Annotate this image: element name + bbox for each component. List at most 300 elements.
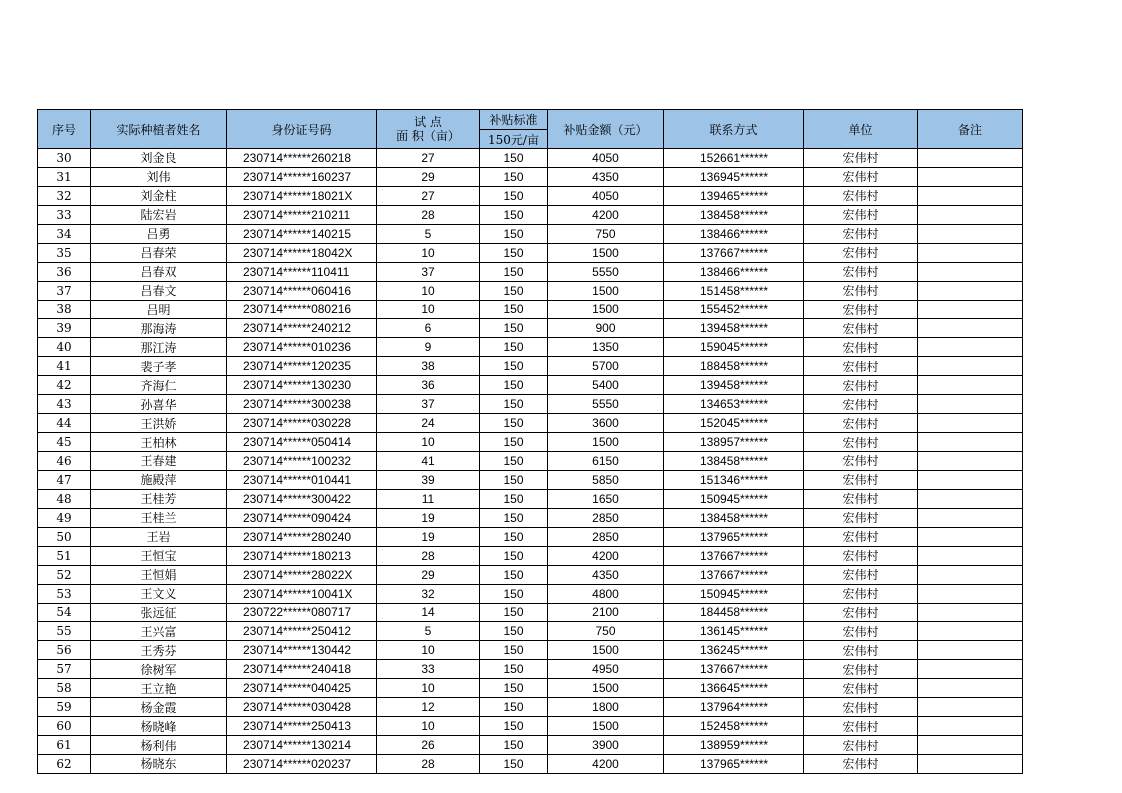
cell-note: [918, 641, 1023, 660]
table-row: [38, 508, 1023, 527]
cell-standard: 150: [480, 281, 548, 300]
cell-note: [918, 679, 1023, 698]
cell-note: [918, 489, 1023, 508]
cell-area: 5: [377, 224, 480, 243]
cell-name: 王兴富: [91, 622, 227, 641]
cell-note: [918, 660, 1023, 679]
table-row: [38, 679, 1023, 698]
cell-note: [918, 300, 1023, 319]
cell-amount: 3900: [548, 736, 664, 755]
cell-note: [918, 736, 1023, 755]
cell-area: 19: [377, 527, 480, 546]
cell-area: 28: [377, 755, 480, 774]
cell-name: 吕春文: [91, 281, 227, 300]
cell-amount: 4200: [548, 546, 664, 565]
cell-note: [918, 755, 1023, 774]
cell-area: 36: [377, 376, 480, 395]
table-row: [38, 470, 1023, 489]
cell-note: [918, 357, 1023, 376]
cell-amount: 4050: [548, 149, 664, 168]
cell-name: 杨晓东: [91, 755, 227, 774]
cell-phone: 137965******: [664, 527, 804, 546]
cell-note: [918, 622, 1023, 641]
cell-phone: 152045******: [664, 414, 804, 433]
cell-amount: 900: [548, 319, 664, 338]
cell-phone: 137667******: [664, 565, 804, 584]
cell-area: 29: [377, 565, 480, 584]
cell-area: 5: [377, 622, 480, 641]
cell-standard: 150: [480, 584, 548, 603]
cell-name: 王文义: [91, 584, 227, 603]
cell-standard: 150: [480, 300, 548, 319]
header-standard: 补贴标准: [480, 110, 548, 130]
table-row: [38, 243, 1023, 262]
cell-phone: 137667******: [664, 243, 804, 262]
cell-amount: 4350: [548, 565, 664, 584]
header-unit: 单位: [804, 110, 918, 149]
cell-note: [918, 262, 1023, 281]
cell-seq: 51: [38, 546, 91, 565]
cell-phone: 151458******: [664, 281, 804, 300]
cell-seq: 33: [38, 205, 91, 224]
cell-note: [918, 414, 1023, 433]
cell-unit: 宏伟村: [804, 319, 918, 338]
cell-phone: 138458******: [664, 508, 804, 527]
cell-note: [918, 281, 1023, 300]
cell-name: 杨利伟: [91, 736, 227, 755]
header-name: 实际种植者姓名: [91, 110, 227, 149]
cell-seq: 43: [38, 395, 91, 414]
cell-phone: 138458******: [664, 205, 804, 224]
cell-name: 杨金霞: [91, 698, 227, 717]
cell-unit: 宏伟村: [804, 489, 918, 508]
cell-id: 230714******280240: [227, 527, 377, 546]
cell-unit: 宏伟村: [804, 281, 918, 300]
cell-area: 27: [377, 149, 480, 168]
cell-seq: 55: [38, 622, 91, 641]
cell-standard: 150: [480, 698, 548, 717]
cell-unit: 宏伟村: [804, 376, 918, 395]
cell-unit: 宏伟村: [804, 508, 918, 527]
cell-amount: 4200: [548, 755, 664, 774]
header-seq: 序号: [38, 110, 91, 149]
table-header: [38, 110, 1023, 149]
cell-seq: 32: [38, 186, 91, 205]
cell-amount: 1500: [548, 243, 664, 262]
cell-area: 10: [377, 300, 480, 319]
cell-id: 230714******300422: [227, 489, 377, 508]
cell-name: 孙喜华: [91, 395, 227, 414]
table-row: [38, 395, 1023, 414]
cell-seq: 38: [38, 300, 91, 319]
cell-name: 王洪娇: [91, 414, 227, 433]
cell-standard: 150: [480, 679, 548, 698]
cell-note: [918, 603, 1023, 622]
cell-id: 230714******130230: [227, 376, 377, 395]
cell-unit: 宏伟村: [804, 357, 918, 376]
cell-standard: 150: [480, 149, 548, 168]
cell-standard: 150: [480, 338, 548, 357]
cell-amount: 1650: [548, 489, 664, 508]
cell-unit: 宏伟村: [804, 395, 918, 414]
cell-seq: 50: [38, 527, 91, 546]
table-row: [38, 433, 1023, 452]
table-row: [38, 149, 1023, 168]
cell-id: 230714******18042X: [227, 243, 377, 262]
cell-phone: 155452******: [664, 300, 804, 319]
cell-area: 24: [377, 414, 480, 433]
cell-note: [918, 565, 1023, 584]
header-standard-rate: 150元/亩: [480, 130, 548, 149]
cell-id: 230714******080216: [227, 300, 377, 319]
cell-amount: 750: [548, 224, 664, 243]
cell-unit: 宏伟村: [804, 584, 918, 603]
cell-seq: 41: [38, 357, 91, 376]
cell-standard: 150: [480, 167, 548, 186]
cell-id: 230714******240418: [227, 660, 377, 679]
cell-id: 230714******100232: [227, 452, 377, 471]
cell-phone: 139458******: [664, 319, 804, 338]
table-row: [38, 546, 1023, 565]
cell-unit: 宏伟村: [804, 205, 918, 224]
cell-standard: 150: [480, 433, 548, 452]
cell-phone: 151346******: [664, 470, 804, 489]
cell-area: 32: [377, 584, 480, 603]
cell-note: [918, 717, 1023, 736]
cell-name: 王秀芬: [91, 641, 227, 660]
cell-id: 230714******130214: [227, 736, 377, 755]
cell-name: 王桂兰: [91, 508, 227, 527]
cell-amount: 1500: [548, 717, 664, 736]
table-row: [38, 622, 1023, 641]
cell-phone: 137964******: [664, 698, 804, 717]
cell-seq: 52: [38, 565, 91, 584]
cell-seq: 58: [38, 679, 91, 698]
cell-phone: 136145******: [664, 622, 804, 641]
cell-standard: 150: [480, 357, 548, 376]
cell-area: 29: [377, 167, 480, 186]
cell-seq: 61: [38, 736, 91, 755]
cell-seq: 36: [38, 262, 91, 281]
cell-amount: 6150: [548, 452, 664, 471]
cell-note: [918, 186, 1023, 205]
table-row: [38, 338, 1023, 357]
cell-area: 10: [377, 717, 480, 736]
cell-phone: 137667******: [664, 546, 804, 565]
cell-seq: 39: [38, 319, 91, 338]
cell-phone: 139458******: [664, 376, 804, 395]
cell-seq: 45: [38, 433, 91, 452]
cell-phone: 138957******: [664, 433, 804, 452]
cell-standard: 150: [480, 527, 548, 546]
cell-id: 230714******030228: [227, 414, 377, 433]
cell-note: [918, 205, 1023, 224]
cell-area: 39: [377, 470, 480, 489]
cell-standard: 150: [480, 565, 548, 584]
cell-note: [918, 546, 1023, 565]
cell-seq: 48: [38, 489, 91, 508]
cell-id: 230714******10041X: [227, 584, 377, 603]
cell-phone: 150945******: [664, 489, 804, 508]
cell-amount: 5700: [548, 357, 664, 376]
cell-seq: 53: [38, 584, 91, 603]
table-row: [38, 224, 1023, 243]
table-body: [38, 149, 1023, 774]
cell-seq: 31: [38, 167, 91, 186]
cell-area: 27: [377, 186, 480, 205]
cell-name: 王桂芳: [91, 489, 227, 508]
cell-name: 刘伟: [91, 167, 227, 186]
cell-area: 14: [377, 603, 480, 622]
cell-amount: 4050: [548, 186, 664, 205]
cell-standard: 150: [480, 736, 548, 755]
cell-amount: 3600: [548, 414, 664, 433]
table-row: [38, 641, 1023, 660]
cell-amount: 750: [548, 622, 664, 641]
cell-name: 吕春双: [91, 262, 227, 281]
cell-area: 10: [377, 433, 480, 452]
cell-id: 230714******210211: [227, 205, 377, 224]
header-area-line2: 面 积（亩）: [396, 129, 460, 143]
cell-id: 230714******050414: [227, 433, 377, 452]
cell-name: 齐海仁: [91, 376, 227, 395]
cell-standard: 150: [480, 376, 548, 395]
cell-id: 230714******250412: [227, 622, 377, 641]
header-area-line1: 试 点: [414, 115, 442, 129]
cell-standard: 150: [480, 755, 548, 774]
cell-seq: 35: [38, 243, 91, 262]
cell-note: [918, 149, 1023, 168]
cell-standard: 150: [480, 452, 548, 471]
cell-unit: 宏伟村: [804, 622, 918, 641]
cell-standard: 150: [480, 546, 548, 565]
cell-area: 26: [377, 736, 480, 755]
cell-area: 37: [377, 262, 480, 281]
cell-note: [918, 452, 1023, 471]
table-row: [38, 300, 1023, 319]
cell-name: 陆宏岩: [91, 205, 227, 224]
cell-standard: 150: [480, 205, 548, 224]
cell-standard: 150: [480, 186, 548, 205]
cell-id: 230722******080717: [227, 603, 377, 622]
cell-area: 19: [377, 508, 480, 527]
cell-standard: 150: [480, 319, 548, 338]
cell-unit: 宏伟村: [804, 149, 918, 168]
cell-seq: 34: [38, 224, 91, 243]
cell-id: 230714******130442: [227, 641, 377, 660]
cell-phone: 188458******: [664, 357, 804, 376]
table-row: [38, 489, 1023, 508]
cell-seq: 37: [38, 281, 91, 300]
cell-seq: 40: [38, 338, 91, 357]
cell-unit: 宏伟村: [804, 546, 918, 565]
cell-note: [918, 698, 1023, 717]
cell-standard: 150: [480, 262, 548, 281]
cell-area: 10: [377, 243, 480, 262]
cell-amount: 5400: [548, 376, 664, 395]
cell-seq: 56: [38, 641, 91, 660]
cell-unit: 宏伟村: [804, 698, 918, 717]
cell-seq: 46: [38, 452, 91, 471]
cell-seq: 62: [38, 755, 91, 774]
cell-name: 张远征: [91, 603, 227, 622]
cell-seq: 49: [38, 508, 91, 527]
cell-unit: 宏伟村: [804, 755, 918, 774]
table-row: [38, 167, 1023, 186]
cell-standard: 150: [480, 603, 548, 622]
table-row: [38, 205, 1023, 224]
cell-seq: 57: [38, 660, 91, 679]
cell-amount: 1500: [548, 300, 664, 319]
cell-name: 徐树军: [91, 660, 227, 679]
cell-note: [918, 243, 1023, 262]
cell-amount: 4200: [548, 205, 664, 224]
cell-id: 230714******180213: [227, 546, 377, 565]
cell-id: 230714******28022X: [227, 565, 377, 584]
cell-unit: 宏伟村: [804, 641, 918, 660]
cell-amount: 1500: [548, 679, 664, 698]
cell-standard: 150: [480, 224, 548, 243]
cell-name: 王恒娟: [91, 565, 227, 584]
cell-seq: 42: [38, 376, 91, 395]
cell-note: [918, 224, 1023, 243]
cell-amount: 1500: [548, 641, 664, 660]
cell-seq: 30: [38, 149, 91, 168]
cell-unit: 宏伟村: [804, 300, 918, 319]
cell-unit: 宏伟村: [804, 470, 918, 489]
cell-area: 38: [377, 357, 480, 376]
cell-id: 230714******040425: [227, 679, 377, 698]
cell-unit: 宏伟村: [804, 167, 918, 186]
cell-name: 王立艳: [91, 679, 227, 698]
cell-id: 230714******030428: [227, 698, 377, 717]
cell-area: 10: [377, 679, 480, 698]
cell-note: [918, 395, 1023, 414]
cell-standard: 150: [480, 470, 548, 489]
cell-phone: 136245******: [664, 641, 804, 660]
table-row: [38, 736, 1023, 755]
cell-unit: 宏伟村: [804, 660, 918, 679]
cell-phone: 138458******: [664, 452, 804, 471]
header-id: 身份证号码: [227, 110, 377, 149]
cell-phone: 137965******: [664, 755, 804, 774]
cell-unit: 宏伟村: [804, 224, 918, 243]
cell-unit: 宏伟村: [804, 433, 918, 452]
cell-id: 230714******18021X: [227, 186, 377, 205]
cell-unit: 宏伟村: [804, 736, 918, 755]
cell-amount: 5550: [548, 395, 664, 414]
header-area: [377, 110, 480, 149]
cell-phone: 138466******: [664, 224, 804, 243]
table-row: [38, 281, 1023, 300]
cell-amount: 2850: [548, 508, 664, 527]
table-row: [38, 565, 1023, 584]
cell-id: 230714******020237: [227, 755, 377, 774]
subsidy-table: [37, 109, 1023, 774]
cell-note: [918, 527, 1023, 546]
cell-amount: 1500: [548, 433, 664, 452]
cell-area: 10: [377, 281, 480, 300]
cell-standard: 150: [480, 243, 548, 262]
cell-unit: 宏伟村: [804, 262, 918, 281]
cell-seq: 44: [38, 414, 91, 433]
cell-name: 吕明: [91, 300, 227, 319]
cell-amount: 1350: [548, 338, 664, 357]
cell-name: 王恒宝: [91, 546, 227, 565]
cell-phone: 134653******: [664, 395, 804, 414]
cell-name: 裴子孝: [91, 357, 227, 376]
cell-area: 41: [377, 452, 480, 471]
cell-phone: 136945******: [664, 167, 804, 186]
header-amount: 补贴金额（元）: [548, 110, 664, 149]
cell-id: 230714******010236: [227, 338, 377, 357]
cell-name: 杨晓峰: [91, 717, 227, 736]
cell-phone: 139465******: [664, 186, 804, 205]
cell-amount: 4350: [548, 167, 664, 186]
cell-area: 37: [377, 395, 480, 414]
table-row: [38, 186, 1023, 205]
cell-area: 9: [377, 338, 480, 357]
cell-seq: 59: [38, 698, 91, 717]
cell-seq: 60: [38, 717, 91, 736]
cell-id: 230714******060416: [227, 281, 377, 300]
cell-name: 王柏林: [91, 433, 227, 452]
cell-phone: 137667******: [664, 660, 804, 679]
cell-phone: 136645******: [664, 679, 804, 698]
table-row: [38, 584, 1023, 603]
cell-phone: 138959******: [664, 736, 804, 755]
cell-unit: 宏伟村: [804, 414, 918, 433]
cell-name: 施殿萍: [91, 470, 227, 489]
cell-name: 吕勇: [91, 224, 227, 243]
table-row: [38, 698, 1023, 717]
table-row: [38, 603, 1023, 622]
cell-phone: 150945******: [664, 584, 804, 603]
cell-area: 12: [377, 698, 480, 717]
cell-id: 230714******160237: [227, 167, 377, 186]
cell-amount: 5550: [548, 262, 664, 281]
cell-standard: 150: [480, 508, 548, 527]
cell-id: 230714******250413: [227, 717, 377, 736]
cell-area: 6: [377, 319, 480, 338]
table-row: [38, 452, 1023, 471]
cell-id: 230714******300238: [227, 395, 377, 414]
cell-note: [918, 470, 1023, 489]
cell-amount: 4800: [548, 584, 664, 603]
cell-phone: 138466******: [664, 262, 804, 281]
cell-id: 230714******090424: [227, 508, 377, 527]
cell-area: 10: [377, 641, 480, 660]
cell-amount: 2850: [548, 527, 664, 546]
cell-name: 王岩: [91, 527, 227, 546]
cell-note: [918, 433, 1023, 452]
cell-phone: 159045******: [664, 338, 804, 357]
cell-amount: 4950: [548, 660, 664, 679]
table-row: [38, 717, 1023, 736]
table-row: [38, 319, 1023, 338]
cell-standard: 150: [480, 641, 548, 660]
cell-unit: 宏伟村: [804, 603, 918, 622]
header-phone: 联系方式: [664, 110, 804, 149]
cell-phone: 184458******: [664, 603, 804, 622]
cell-unit: 宏伟村: [804, 186, 918, 205]
cell-unit: 宏伟村: [804, 338, 918, 357]
cell-id: 230714******010441: [227, 470, 377, 489]
cell-unit: 宏伟村: [804, 452, 918, 471]
cell-name: 那江涛: [91, 338, 227, 357]
table-row: [38, 527, 1023, 546]
table-row: [38, 357, 1023, 376]
